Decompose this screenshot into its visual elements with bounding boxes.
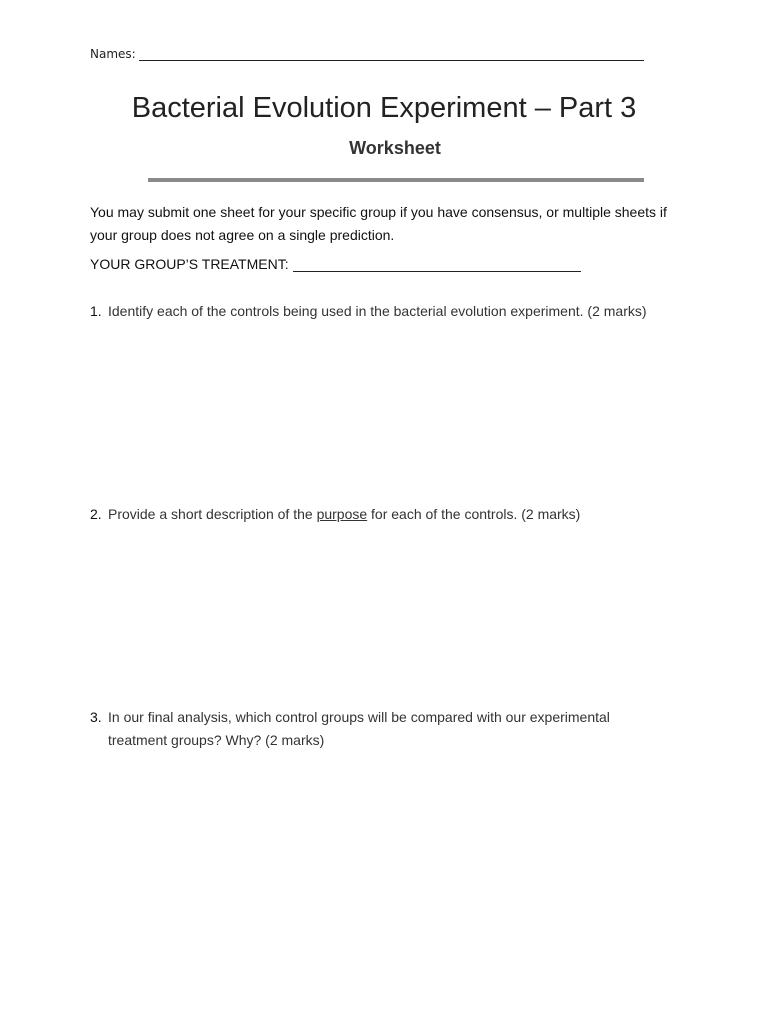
page-title: Bacterial Evolution Experiment – Part 3 <box>131 92 637 124</box>
question-2 <box>90 503 690 526</box>
treatment-label: YOUR GROUP’S TREATMENT: <box>90 256 289 272</box>
page-subtitle: Worksheet <box>349 138 441 158</box>
question-3 <box>90 706 650 752</box>
treatment-input-line[interactable] <box>293 255 581 272</box>
names-label: Names: <box>90 47 136 61</box>
question-1 <box>90 300 690 323</box>
question-text <box>108 503 690 526</box>
question-text-before: Provide a short description of the <box>108 506 317 522</box>
question-text: In our final analysis, which control groups will be compared with our experimental treatment groups? Why? (2 marks) <box>108 709 610 748</box>
instructions-text: You may submit one sheet for your specific group if you have consensus, or multiple sheets if your group does not agree on a single prediction. <box>90 204 667 243</box>
question-text: Identify each of the controls being used in the bacterial evolution experiment. (2 marks) <box>108 303 647 319</box>
question-number: 3. <box>90 709 102 725</box>
question-number: 1. <box>90 303 102 319</box>
title-divider <box>148 178 644 182</box>
question-text-emphasis: purpose <box>316 506 368 522</box>
question-number: 2. <box>90 506 102 522</box>
question-text-after: for each of the controls. (2 marks) <box>367 506 581 522</box>
treatment-row <box>90 255 581 272</box>
names-input-line[interactable] <box>139 47 644 61</box>
names-row <box>90 47 644 61</box>
